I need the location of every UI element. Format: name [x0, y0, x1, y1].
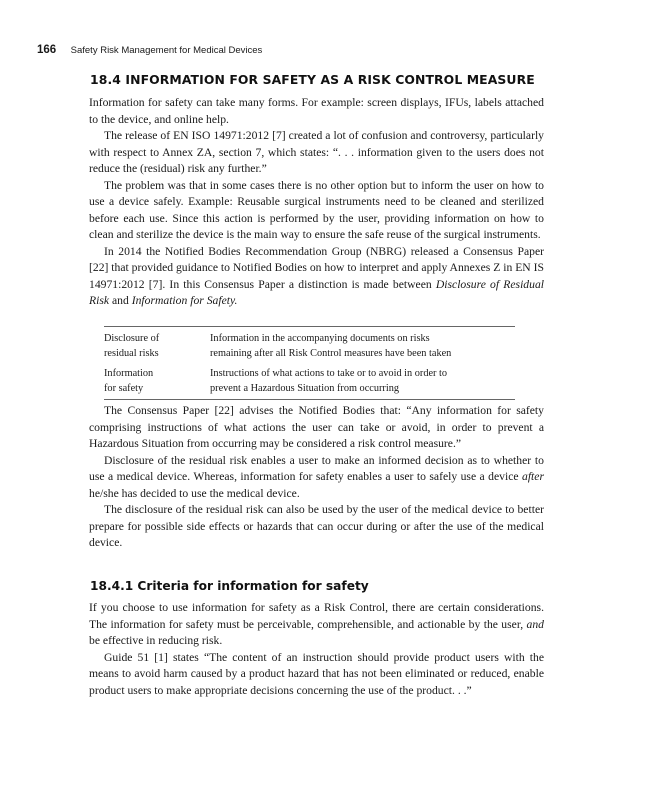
emphasis-after: after	[522, 470, 544, 483]
table-description-cell	[210, 366, 515, 396]
paragraph-disclosure-vs-information	[89, 453, 544, 503]
term-information-for-safety: Information for Safety.	[131, 294, 238, 307]
table-term-cell	[104, 366, 210, 396]
table-description-line: Information in the accompanying documents on risks	[210, 333, 430, 344]
paragraph-consensus-advice: The Consensus Paper [22] advises the Notified Bodies that: “Any information for safety comprising instructions of what actions the user can take or avoid, in order to prevent a Hazardous Situation from occurring may be considered a risk control measure.”	[89, 404, 544, 450]
paragraph-forms-of-information: Information for safety can take many forms. For example: screen displays, IFUs, labels attached to the device, and online help.	[89, 96, 544, 126]
paragraph-problem-example: The problem was that in some cases there is no other option but to inform the user on how to use a device safely. Example: Reusable surgical instruments need to be cleaned and sterilized before each use. Since this action is performed by the user, providing information on how to clean and sterilize the device is the main way to ensure the safe reuse of the surgical instruments.	[89, 178, 544, 241]
table-row	[104, 331, 515, 361]
paragraph-en-iso-release: The release of EN ISO 14971:2012 [7] created a lot of confusion and controversy, particularly with respect to Annex ZA, section 7, which states: “. . . information given to the users does not reduce the (residual) risk any further.”	[89, 129, 544, 175]
table-term-line: Disclosure of	[104, 333, 160, 344]
section-heading: 18.4 INFORMATION FOR SAFETY AS A RISK CONTROL MEASURE	[90, 72, 535, 87]
table-term-line: Information	[104, 368, 154, 379]
table-term-line: for safety	[104, 383, 144, 394]
table-term-line: residual risks	[104, 348, 159, 359]
paragraph-disclosure-end: he/she has decided to use the medical device.	[89, 486, 300, 500]
emphasis-and: and	[526, 617, 544, 631]
paragraph-criteria-end: be effective in reducing risk.	[89, 634, 223, 647]
paragraph-nbrg-and: and	[109, 294, 132, 307]
paragraph-nbrg-consensus	[89, 244, 544, 310]
table-term-cell	[104, 331, 210, 361]
table-row	[104, 366, 515, 396]
subsection-body	[89, 600, 544, 699]
table-description-line: Instructions of what actions to take or to avoid in order to	[210, 368, 448, 379]
table-description-line: prevent a Hazardous Situation from occurring	[210, 383, 399, 394]
paragraph-disclosure-text: Disclosure of the residual risk enables a user to make an informed decision as to whether to use a medical device. Whereas, information for safety enables a user to safely use a device	[89, 453, 544, 483]
book-title: Safety Risk Management for Medical Devices	[70, 45, 263, 56]
definition-table	[104, 326, 515, 400]
running-head	[37, 40, 262, 58]
table-description-cell	[210, 331, 515, 361]
term-disclosure-residual-risk: Disclosure of Residual Risk	[89, 277, 544, 307]
paragraph-criteria-text: If you choose to use information for safety as a Risk Control, there are certain considerations. The information for safety must be perceivable, comprehensible, and actionable by the user,	[89, 601, 544, 631]
subsection-heading: 18.4.1 Criteria for information for safety	[90, 579, 369, 593]
paragraph-side-effects: The disclosure of the residual risk can also be used by the user of the medical device to better prepare for possible side effects or hazards that can occur during or after the use of the medical device.	[89, 503, 544, 549]
section-body-continued	[89, 403, 544, 552]
page-number: 166	[37, 44, 57, 56]
paragraph-criteria	[89, 600, 544, 650]
paragraph-guide-51: Guide 51 [1] states “The content of an instruction should provide product users with the means to avoid harm caused by a product hazard that has not been eliminated or reduced, enable product users to make appropriate decisions concerning the use of the product. . .”	[89, 650, 544, 697]
section-body-intro	[89, 95, 544, 310]
paragraph-nbrg-text: In 2014 the Notified Bodies Recommendation Group (NBRG) released a Consensus Paper [22] that provided guidance to Notified Bodies on how to interpret and apply Annexes Z in EN IS 14971:2012 [7]. In this Consensus Paper a distinction is made between	[89, 244, 544, 291]
table-description-line: remaining after all Risk Control measures have been taken	[210, 348, 452, 359]
